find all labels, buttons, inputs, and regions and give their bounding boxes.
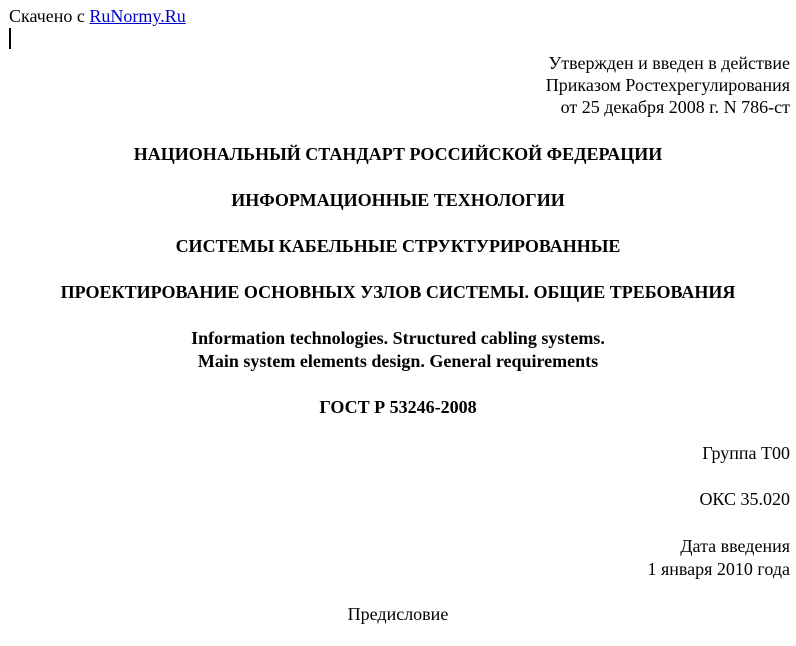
heading-national-standard: НАЦИОНАЛЬНЫЙ СТАНДАРТ РОССИЙСКОЙ ФЕДЕРАЦИИ <box>133 144 663 164</box>
heading-design: ПРОЕКТИРОВАНИЕ ОСНОВНЫХ УЗЛОВ СИСТЕМЫ. ОБЩИЕ ТРЕБОВАНИЯ <box>60 282 736 302</box>
approval-line-2: Приказом Ростехрегулирования <box>545 75 790 95</box>
heading-scs: СИСТЕМЫ КАБЕЛЬНЫЕ СТРУКТУРИРОВАННЫЕ <box>175 236 621 256</box>
approval-line-1: Утвержден и введен в действие <box>548 53 790 73</box>
text-cursor <box>9 28 11 49</box>
heading-it: ИНФОРМАЦИОННЫЕ ТЕХНОЛОГИИ <box>231 190 565 210</box>
heading-english-line-1: Information technologies. Structured cabling systems. <box>191 328 605 348</box>
heading-english-line-2: Main system elements design. General requirements <box>197 351 599 371</box>
group-code: Группа Т00 <box>702 443 790 463</box>
source-prefix: Скачено с <box>9 6 90 26</box>
intro-date-label: Дата введения <box>680 536 790 556</box>
gost-number: ГОСТ Р 53246-2008 <box>319 397 477 417</box>
approval-line-3: от 25 декабря 2008 г. N 786-ст <box>560 97 790 117</box>
runormy-link[interactable]: RuNormy.Ru <box>89 6 186 26</box>
source-line <box>9 5 186 27</box>
approval-block <box>546 52 790 118</box>
intro-date-value: 1 января 2010 года <box>647 559 790 579</box>
preface-title: Предисловие <box>347 604 449 624</box>
oks-code: ОКС 35.020 <box>699 489 790 509</box>
